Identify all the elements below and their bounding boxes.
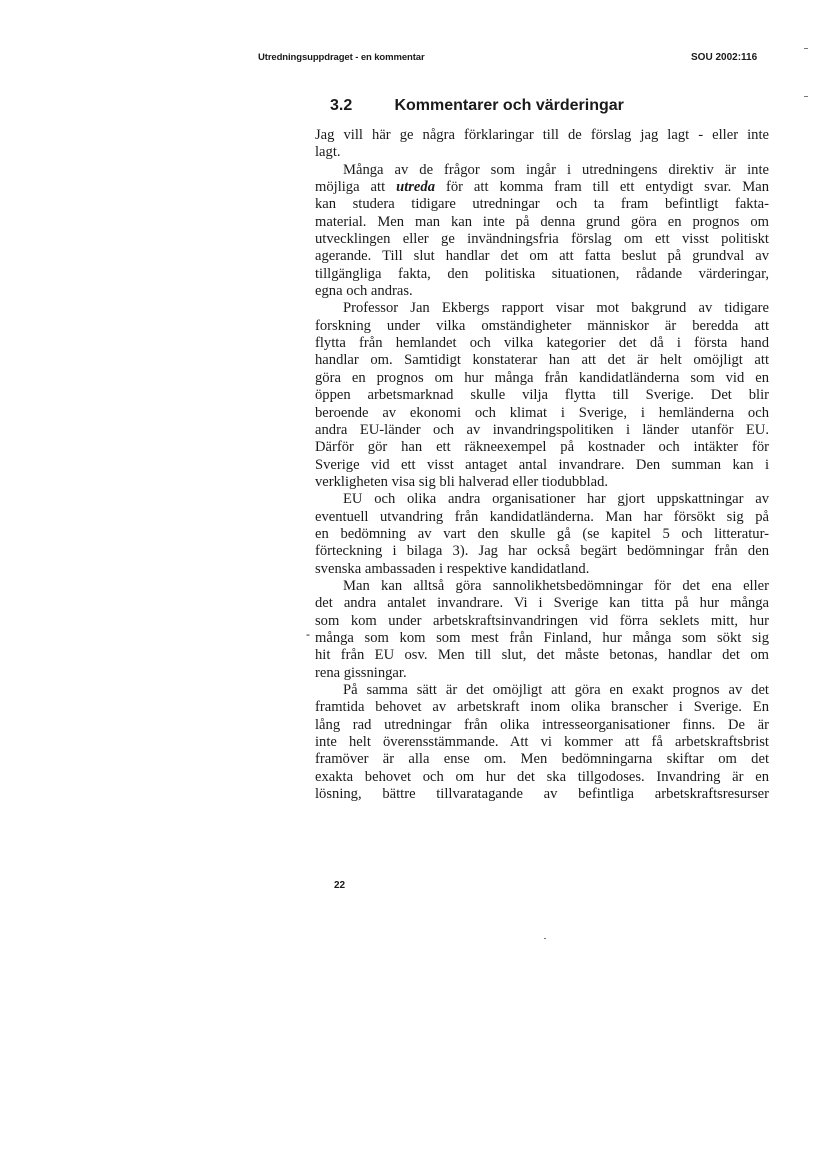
text-line: Många av de frågor som ingår i utredningens direktiv är inte xyxy=(343,161,769,178)
text-line: På samma sätt är det omöjligt att göra en exakt prognos av det xyxy=(343,682,769,698)
text-line: utvecklingen eller ge invändningsfria förslag om ett visst politiskt xyxy=(315,231,769,248)
text-line: Därför gör han ett räkneexempel på kostnader och intäkter för xyxy=(315,439,769,456)
text-line: rena gissningar. xyxy=(315,664,407,681)
emphasized-word: utreda xyxy=(396,179,435,196)
scan-speck xyxy=(544,938,546,939)
text-line: en bedömning av vart den skulle gå (se kapitel 5 och litteratur- xyxy=(315,525,769,542)
text-line: det andra antalet invandrare. Vi i Sverige kan titta på hur många xyxy=(315,595,769,612)
section-title: Kommentarer och värderingar xyxy=(394,97,624,114)
text-line: andra EU-länder och av invandringspolitiken i länder utanför EU. xyxy=(315,421,769,438)
text-line: kan studera tidigare utredningar och ta fram befintligt fakta- xyxy=(315,196,769,213)
text-line: förteckning i bilaga 3). Jag har också begärt bedömningar från den xyxy=(315,543,769,560)
text-line: egna och andras. xyxy=(315,283,413,300)
running-head-right: SOU 2002:116 xyxy=(691,52,758,63)
text-line: lång rad utredningar från olika intresseorganisationer finns. De är xyxy=(315,716,769,733)
text-line: Professor Jan Ekbergs rapport visar mot bakgrund av tidigare xyxy=(343,300,769,317)
text-line: forskning under vilka omständigheter människor är beredda att xyxy=(315,317,769,334)
text-line: svenska ambassaden i respektive kandidatland. xyxy=(315,560,590,577)
text-line: öppen arbetsmarknad skulle vilja flytta till Sverige. Det blir xyxy=(315,387,769,404)
text-line: tillgängliga fakta, den politiska situationen, rådande värderingar, xyxy=(315,265,769,282)
text-line: beroende av ekonomi och klimat i Sverige, i hemländerna och xyxy=(315,404,769,421)
body-text xyxy=(315,127,769,803)
text-fragment: möjliga att xyxy=(315,179,386,196)
text-line: material. Men man kan inte på denna grund göra en prognos om xyxy=(315,213,769,230)
text-line: agerande. Till slut handlar det om att fatta beslut på grundval av xyxy=(315,248,769,265)
text-line: flytta från hemlandet och vilka kategorier det då i första hand xyxy=(315,335,769,352)
text-line: hit från EU osv. Men till slut, det måste betonas, handlar det om xyxy=(315,647,769,664)
running-head-left: Utredningsuppdraget - en kommentar xyxy=(258,52,425,63)
margin-mark: - xyxy=(306,627,310,641)
text-line: framöver är alla ense om. Men bedömningarna skiftar om det xyxy=(315,751,769,768)
text-line: verkligheten visa sig bli halverad eller tiodubblad. xyxy=(315,473,609,490)
text-line: som kom under arbetskraftsinvandringen vid förra seklets mitt, hur xyxy=(315,612,769,629)
text-line: EU och olika andra organisationer har gjort uppskattningar av xyxy=(343,491,769,508)
page-number: 22 xyxy=(334,880,346,891)
text-line: Jag vill här ge några förklaringar till de förslag jag lagt - eller inte xyxy=(315,127,769,143)
text-line: inte helt överensstämmande. Att vi kommer att få arbetskraftsbrist xyxy=(315,734,769,751)
text-line: framtida behovet av arbetskraft inom olika branscher i Sverige. En xyxy=(315,699,769,716)
section-number: 3.2 xyxy=(330,97,353,114)
text-line: göra en prognos om hur många från kandidatländerna som vid en xyxy=(315,369,769,386)
text-line: lösning, bättre tillvaratagande av befintliga arbetskraftsresurser xyxy=(315,786,769,803)
text-line: Sverige vid ett visst antaget antal invandrare. Den summan kan i xyxy=(315,456,769,473)
text-line: lagt. xyxy=(315,144,341,161)
scan-speck xyxy=(804,48,808,49)
text-line: Man kan alltså göra sannolikhetsbedömningar för det ena eller xyxy=(343,577,769,594)
text-line: många som kom som mest från Finland, hur många som sökt sig xyxy=(315,629,769,646)
text-fragment: för att komma fram till ett entydigt svar. Man xyxy=(445,179,769,196)
text-line-with-emphasis xyxy=(315,179,769,196)
scan-speck xyxy=(804,96,808,97)
section-heading xyxy=(330,97,624,115)
text-line: eventuell utvandring från kandidatländerna. Man har försökt sig på xyxy=(315,508,769,525)
text-line: exakta behovet och om hur det ska tillgodoses. Invandring är en xyxy=(315,768,769,785)
text-line: handlar om. Samtidigt konstaterar han att det är helt omöjligt att xyxy=(315,352,769,369)
